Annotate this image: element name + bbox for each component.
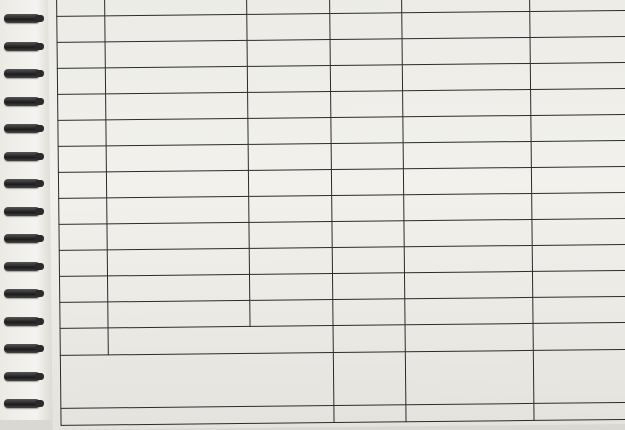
installment-description-line-2 bbox=[109, 79, 244, 80]
installment-description bbox=[105, 40, 248, 67]
installment-number bbox=[59, 224, 107, 250]
binder-ring bbox=[4, 289, 40, 298]
binder-ring bbox=[4, 179, 40, 188]
installment-date bbox=[247, 66, 330, 93]
installment-percent bbox=[332, 247, 404, 274]
total-percent bbox=[333, 325, 405, 353]
installment-description-line-2 bbox=[108, 27, 243, 28]
installment-description-line-1 bbox=[110, 183, 245, 184]
installment-percent bbox=[331, 117, 403, 144]
installment-date bbox=[250, 300, 333, 327]
binder-ring bbox=[4, 152, 40, 161]
installment-description-line-1 bbox=[108, 1, 243, 2]
installment-note bbox=[532, 218, 625, 245]
total-note-cell bbox=[533, 322, 625, 350]
installment-date bbox=[249, 248, 332, 275]
installment-description-line-1 bbox=[110, 209, 245, 210]
binder-ring bbox=[4, 207, 40, 216]
installment-number bbox=[57, 0, 105, 16]
installment-date bbox=[248, 144, 331, 171]
installment-date bbox=[250, 274, 333, 301]
installment-percent bbox=[333, 273, 405, 300]
installment-amount bbox=[402, 63, 530, 90]
installment-description bbox=[107, 248, 250, 275]
installment-description bbox=[105, 14, 248, 41]
installment-description bbox=[106, 196, 249, 223]
installment-date bbox=[249, 196, 332, 223]
binder-ring bbox=[4, 344, 40, 353]
installment-amount bbox=[405, 271, 533, 298]
grand-total-label bbox=[61, 406, 334, 426]
installment-description-line-2 bbox=[109, 131, 244, 132]
installment-percent bbox=[332, 221, 404, 248]
installment-note bbox=[529, 10, 625, 37]
installment-amount bbox=[404, 193, 532, 220]
installment-note bbox=[532, 244, 625, 271]
installment-date bbox=[249, 170, 332, 197]
installment-date bbox=[247, 0, 330, 14]
installment-description-line-2 bbox=[110, 209, 245, 210]
installment-amount bbox=[403, 115, 531, 142]
installment-percent bbox=[330, 0, 402, 14]
maintenance-fee-amount bbox=[405, 350, 533, 404]
installment-number bbox=[59, 250, 107, 276]
installment-amount bbox=[402, 37, 530, 64]
maintenance-fee-line-3 bbox=[64, 379, 330, 382]
binder-spine bbox=[0, 0, 52, 420]
installment-description-line-2 bbox=[111, 287, 246, 288]
installment-amount bbox=[404, 167, 532, 194]
installment-description-line-1 bbox=[108, 27, 243, 28]
installment-description bbox=[105, 66, 248, 93]
maintenance-fee-line-2 bbox=[64, 379, 330, 382]
installment-percent bbox=[331, 65, 403, 92]
installment-date bbox=[248, 118, 331, 145]
maintenance-fee-line-1 bbox=[64, 379, 330, 382]
installment-description bbox=[106, 144, 249, 171]
installment-date bbox=[249, 222, 332, 249]
installment-number bbox=[59, 276, 107, 302]
installment-percent bbox=[333, 299, 405, 326]
installment-number bbox=[57, 16, 105, 42]
installment-note bbox=[531, 166, 625, 193]
installment-amount bbox=[402, 11, 530, 38]
installment-percent bbox=[330, 13, 402, 40]
installment-description-line-2 bbox=[110, 183, 245, 184]
installment-description-line-2 bbox=[109, 105, 244, 106]
installment-description-line-1 bbox=[109, 79, 244, 80]
total-amount bbox=[405, 323, 533, 351]
binder-ring bbox=[4, 372, 40, 381]
installment-date bbox=[247, 14, 330, 41]
installment-description bbox=[108, 300, 251, 327]
installment-note bbox=[531, 140, 625, 167]
binder-ring bbox=[4, 262, 40, 271]
installment-number bbox=[58, 146, 106, 172]
binder-ring bbox=[4, 124, 40, 133]
installment-number bbox=[58, 172, 106, 198]
document-page bbox=[48, 0, 625, 430]
installment-note bbox=[530, 88, 625, 115]
installment-number bbox=[58, 94, 106, 120]
binder-ring bbox=[4, 14, 40, 23]
installment-percent bbox=[330, 39, 402, 66]
installment-description bbox=[106, 118, 249, 145]
summary-body bbox=[60, 322, 625, 425]
installment-description-line-1 bbox=[110, 157, 245, 158]
installment-percent bbox=[332, 169, 404, 196]
installment-description bbox=[106, 170, 249, 197]
installment-note bbox=[530, 36, 625, 63]
installment-description-line-1 bbox=[111, 261, 246, 262]
maintenance-note-cell bbox=[533, 349, 625, 403]
installment-note bbox=[531, 114, 625, 141]
binder-ring bbox=[4, 399, 40, 408]
installment-description-line-2 bbox=[111, 313, 246, 314]
installment-note bbox=[532, 270, 625, 297]
installment-number bbox=[57, 42, 105, 68]
installment-number bbox=[58, 120, 106, 146]
installment-date bbox=[247, 40, 330, 67]
installment-description-line-1 bbox=[109, 105, 244, 106]
total-label bbox=[108, 326, 334, 355]
binder-ring bbox=[4, 234, 40, 243]
installment-note bbox=[531, 192, 625, 219]
installment-amount bbox=[404, 219, 532, 246]
installment-percent bbox=[331, 91, 403, 118]
installment-description-line-2 bbox=[111, 261, 246, 262]
maintenance-fee-percent bbox=[334, 352, 406, 406]
installment-number bbox=[59, 198, 107, 224]
payment-schedule-table bbox=[56, 0, 625, 426]
installment-description bbox=[105, 92, 248, 119]
grand-total-note-cell bbox=[534, 402, 625, 420]
binder-ring bbox=[4, 317, 40, 326]
installment-description-line-2 bbox=[108, 53, 243, 54]
installment-amount bbox=[403, 141, 531, 168]
installment-description-line-1 bbox=[111, 313, 246, 314]
installment-note bbox=[532, 296, 625, 323]
installment-note bbox=[530, 62, 625, 89]
installment-description-line-2 bbox=[110, 157, 245, 158]
installment-description-line-2 bbox=[108, 1, 243, 2]
installment-description bbox=[104, 0, 247, 16]
installment-description-line-2 bbox=[110, 235, 245, 236]
installment-description bbox=[107, 222, 250, 249]
maintenance-fee-row bbox=[60, 349, 625, 408]
binder-ring bbox=[4, 42, 40, 51]
installment-description-line-1 bbox=[110, 235, 245, 236]
installment-percent bbox=[332, 195, 404, 222]
binder-ring bbox=[4, 97, 40, 106]
installment-description-line-1 bbox=[109, 131, 244, 132]
binder-ring bbox=[4, 69, 40, 78]
installment-description-line-1 bbox=[111, 287, 246, 288]
payment-schedule-body bbox=[57, 0, 625, 328]
maintenance-fee-description bbox=[60, 353, 334, 409]
installment-percent bbox=[331, 143, 403, 170]
installment-number bbox=[57, 68, 105, 94]
installment-amount bbox=[405, 297, 533, 324]
installment-description-line-1 bbox=[108, 53, 243, 54]
total-stt-cell bbox=[60, 328, 108, 355]
installment-amount bbox=[403, 89, 531, 116]
installment-number bbox=[60, 302, 108, 328]
grand-total-amount-cell bbox=[406, 403, 534, 421]
installment-date bbox=[248, 92, 331, 119]
installment-description bbox=[107, 274, 250, 301]
installment-amount bbox=[404, 245, 532, 272]
